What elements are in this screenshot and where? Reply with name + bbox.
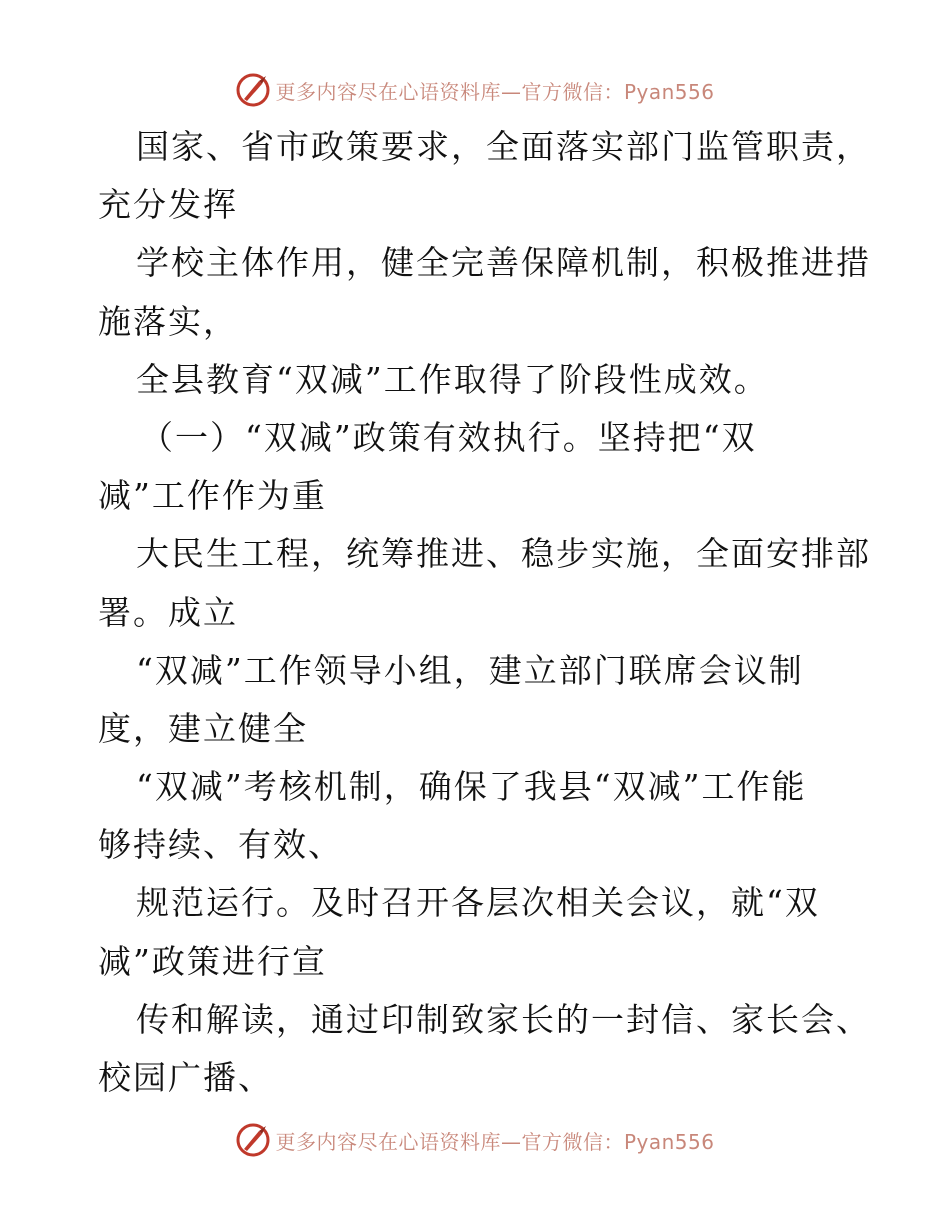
quill-logo-icon [235,1122,271,1158]
quill-logo-icon [235,72,271,108]
text-line: “双减”考核机制，确保了我县“双减”工作能 [136,767,807,807]
header-banner [0,70,950,110]
text-line: （一）“双减”政策有效执行。坚持把“双 [140,417,757,457]
text-line: 署。成立 [98,592,238,632]
text-line: 够持续、有效、 [98,825,343,865]
text-line: 施落实， [98,301,238,341]
header-banner-text: 更多内容尽在心语资料库—官方微信：Pyan556 [275,79,715,104]
text-line: 传和解读，通过印制致家长的一封信、家长会、 [136,999,871,1039]
text-line: 规范运行。及时召开各层次相关会议，就“双 [136,883,820,923]
text-line: 国家、省市政策要求，全面落实部门监管职责， [136,127,871,166]
document-body [98,118,888,1107]
text-line: 校园广播、 [98,1058,273,1097]
text-line: 减”工作作为重 [98,476,327,516]
text-line: 学校主体作用，健全完善保障机制，积极推进措 [136,243,871,283]
text-line: 减”政策进行宣 [98,941,327,981]
text-line: 全县教育“双减”工作取得了阶段性成效。 [136,359,769,399]
footer-banner-text: 更多内容尽在心语资料库—官方微信：Pyan556 [275,1129,715,1154]
text-line: 充分发挥 [98,185,238,225]
text-line: 度，建立健全 [98,708,308,748]
text-line: “双减”工作领导小组，建立部门联席会议制 [136,650,804,690]
footer-banner [0,1120,950,1160]
text-line: 大民生工程，统筹推进、稳步实施，全面安排部 [136,534,871,574]
